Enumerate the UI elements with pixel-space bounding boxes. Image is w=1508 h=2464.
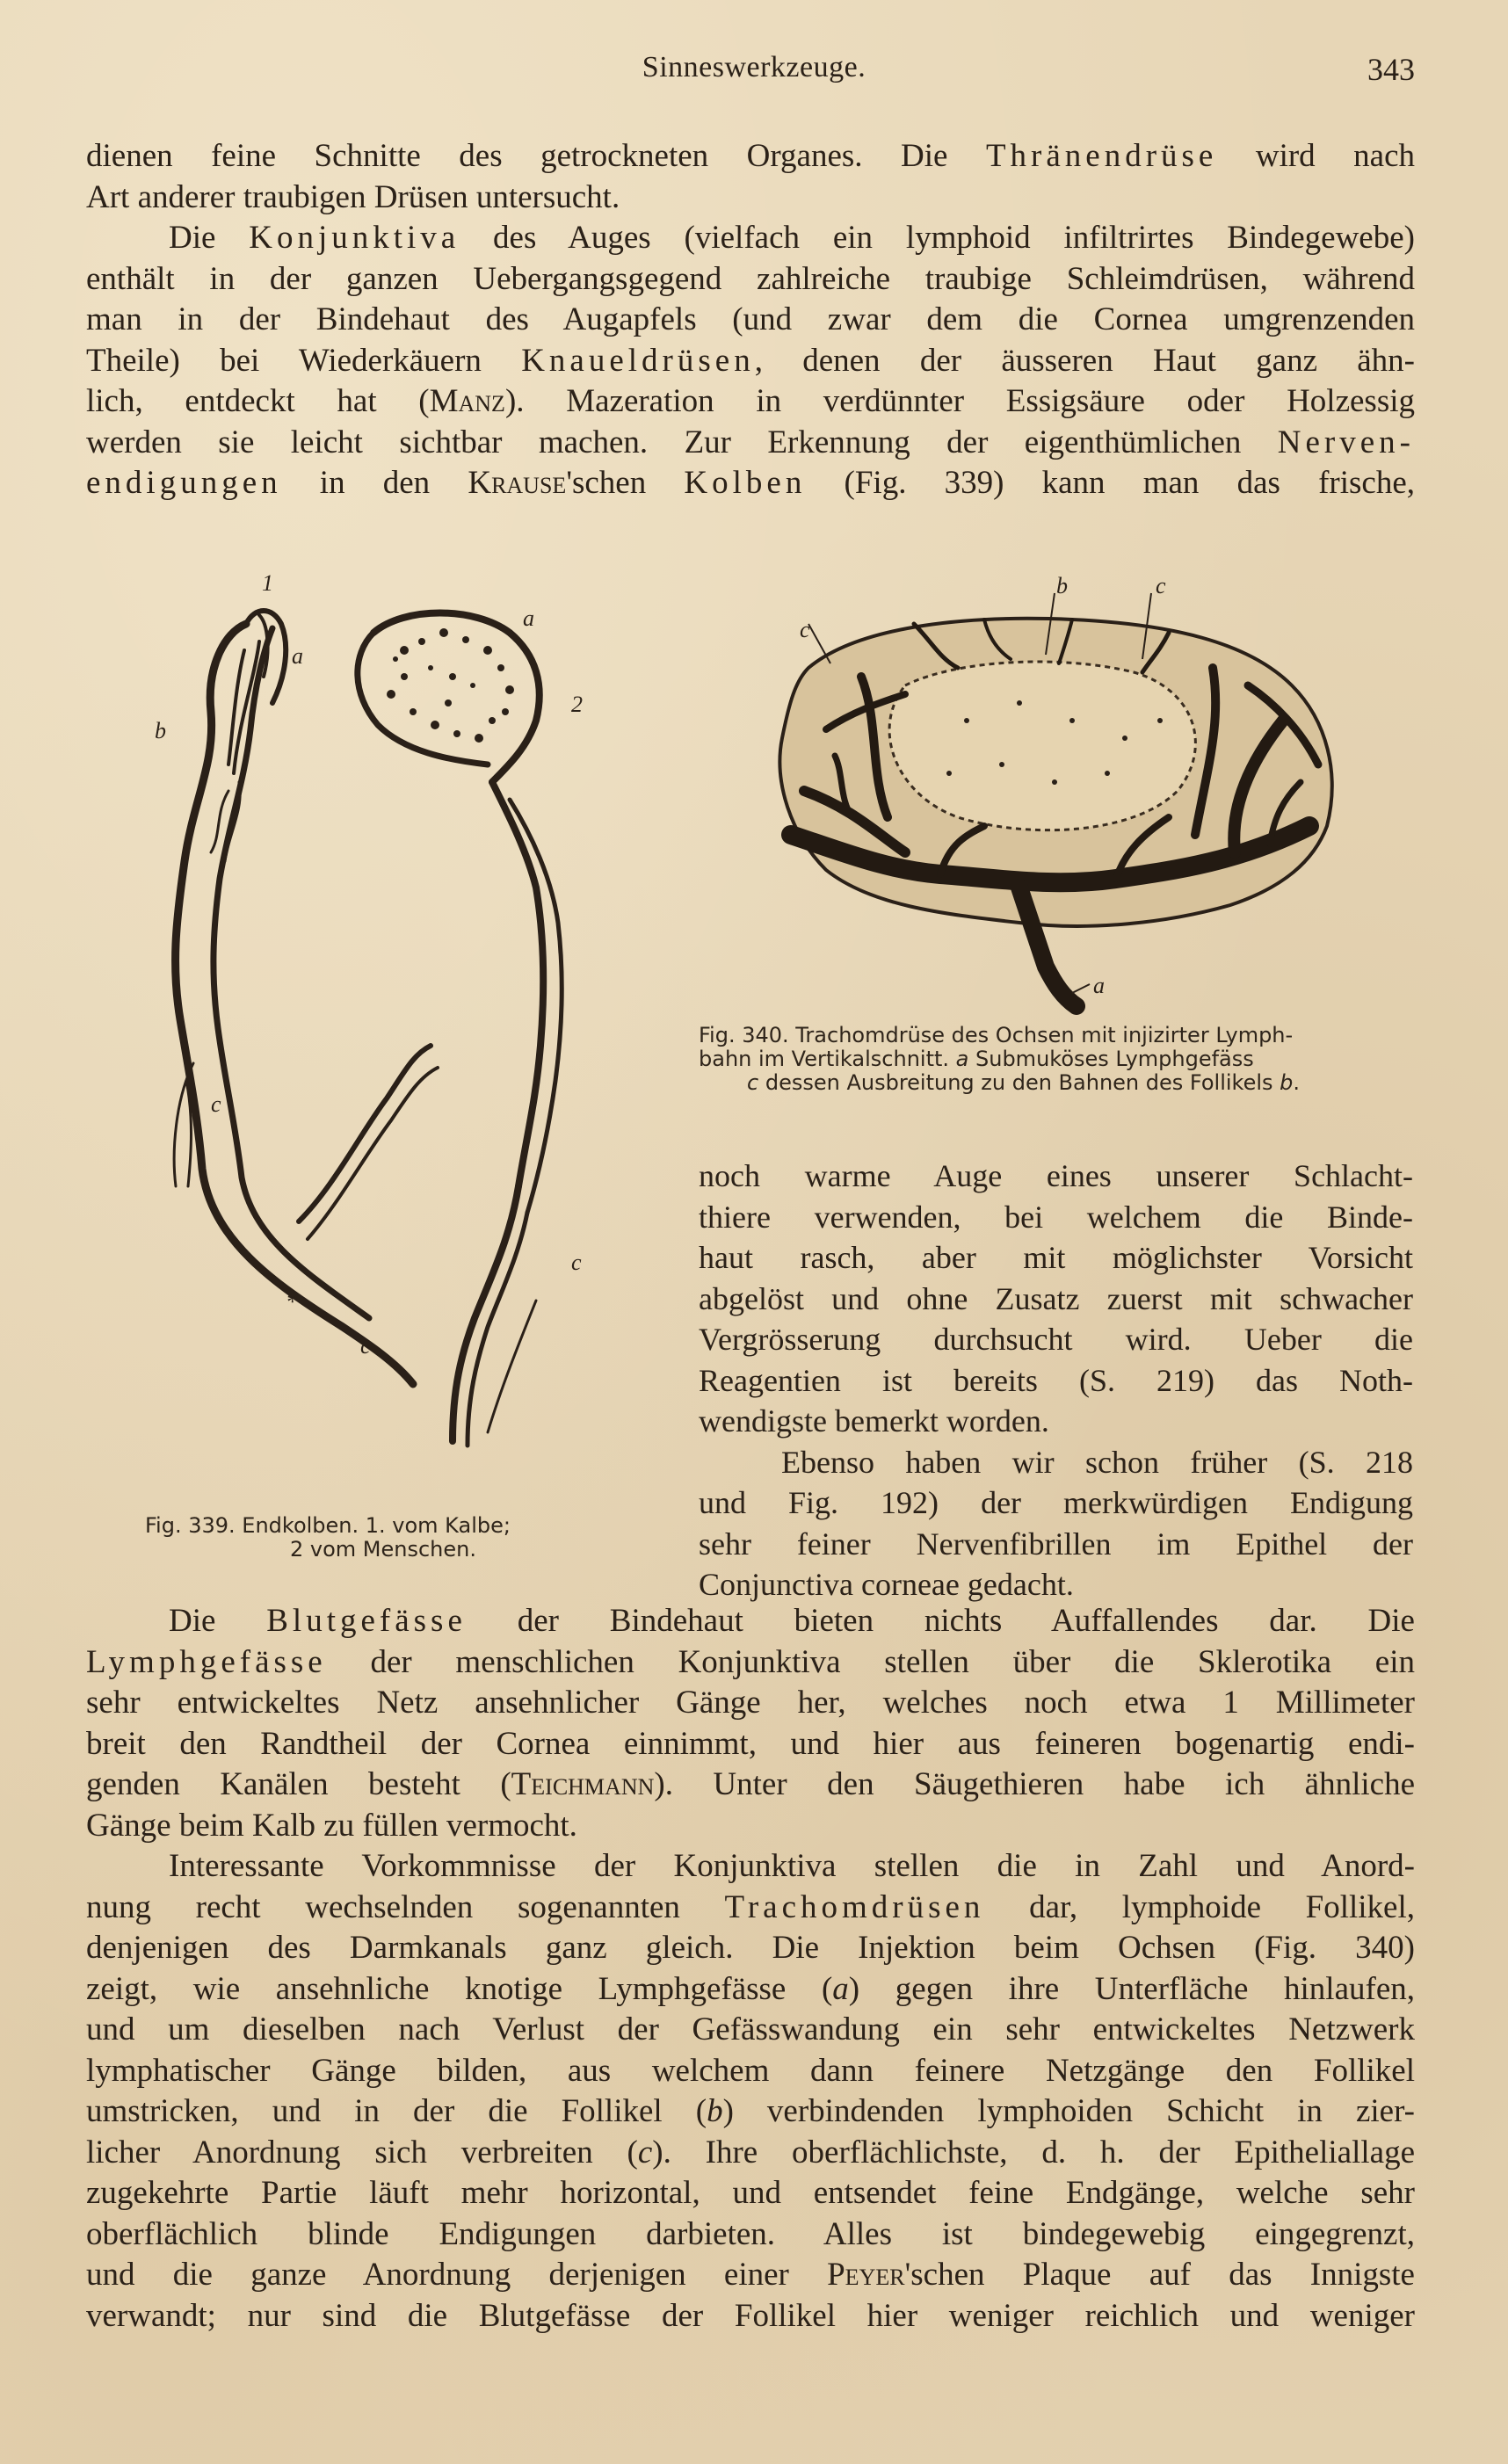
- text-line: lymphatischer Gänge bilden, aus welchem dann feinere Netzgänge den Follikel: [86, 2052, 1415, 2089]
- fig-label-b: b: [155, 718, 166, 743]
- endkolben-drawing: [141, 571, 633, 1503]
- text-line: wendigste bemerkt worden.: [699, 1403, 1049, 1439]
- fig-label-c-2: c: [800, 617, 810, 642]
- fig-label-c: c: [1156, 573, 1166, 598]
- text-line: haut rasch, aber mit möglichster Vorsicht: [699, 1240, 1413, 1275]
- author-name: Krause: [468, 465, 567, 501]
- text-line: enthält in der ganzen Uebergangsgegend zahlreiche traubige Schleimdrüsen, während: [86, 260, 1415, 297]
- text-line: denjenigen des Darmkanals ganz gleich. Die Injektion beim Ochsen (Fig. 340): [86, 1930, 1415, 1966]
- text-line: zugekehrte Partie läuft mehr horizontal, und entsendet feine Endgänge, welche sehr: [86, 2175, 1415, 2211]
- text-line: Theile) bei Wiederkäuern Knaueldrüsen, denen der äusseren Haut ganz ähn-: [86, 342, 1415, 379]
- text-line: werden sie leicht sichtbar machen. Zur Erkennung der eigenthümlichen Nerven-: [86, 424, 1415, 460]
- text-line: umstricken, und in der die Follikel (b) verbindenden lymphoiden Schicht in zier-: [86, 2093, 1415, 2129]
- caption-line: 2 vom Menschen.: [290, 1537, 476, 1562]
- spaced-term: endigungen: [86, 465, 282, 501]
- text-line: lich, entdeckt hat (Manz). Mazeration in verdünnter Essigsäure oder Holzessig: [86, 383, 1415, 419]
- text-line: breit den Randtheil der Cornea einnimmt, und hier aus feineren bogenartig endi-: [86, 1725, 1415, 1762]
- fig-label-2: 2: [571, 692, 583, 717]
- text-line: Die Blutgefässe der Bindehaut bieten nichts Auffallendes dar. Die: [169, 1603, 1415, 1639]
- spaced-term: Thränendrüse: [985, 138, 1218, 174]
- running-title: Sinneswerkzeuge.: [642, 51, 866, 83]
- text-line: Art anderer traubigen Drüsen untersucht.: [86, 178, 620, 215]
- text-line: zeigt, wie ansehnliche knotige Lymphgefässe (a) gegen ihre Unterfläche hinlaufen,: [86, 1970, 1415, 2007]
- spaced-term: Lymphgefässe: [86, 1643, 327, 1680]
- paragraph-4: [86, 1846, 1415, 2337]
- spaced-term: Knaueldrüsen: [521, 342, 755, 379]
- text-line: Lymphgefässe der menschlichen Konjunktiva stellen über die Sklerotika ein: [86, 1643, 1415, 1680]
- caption-line: Fig. 339. Endkolben. 1. vom Kalbe;: [145, 1513, 511, 1538]
- figure-340-caption: [699, 1024, 1419, 1095]
- text-line: endigungen in den Krause'schen Kolben (Fig. 339) kann man das frische,: [86, 465, 1415, 501]
- paragraph-1: [86, 136, 1415, 218]
- text-line: thiere verwenden, bei welchem die Binde-: [699, 1199, 1413, 1235]
- spaced-term: Kolben: [684, 465, 807, 501]
- author-name: Peyer: [827, 2257, 905, 2293]
- text-line: abgelöst und ohne Zusatz zuerst mit schwacher: [699, 1280, 1413, 1316]
- paragraph-2: [86, 218, 1415, 504]
- caption-line: Fig. 340. Trachomdrüse des Ochsen mit injizirter Lymph-: [699, 1023, 1294, 1047]
- text-line: genden Kanälen besteht (Teichmann). Unter den Säugethieren habe ich ähnliche: [86, 1766, 1415, 1802]
- text-line: verwandt; nur sind die Blutgefässe der Follikel hier weniger reichlich und weniger: [86, 2297, 1415, 2334]
- text-line: oberflächlich blinde Endigungen darbieten. Alles ist bindegewebig eingegrenzt,: [86, 2215, 1415, 2252]
- text-line: Reagentien ist bereits (S. 219) das Noth-: [699, 1362, 1413, 1398]
- fig-label-a: a: [292, 643, 303, 669]
- text-line: sehr entwickeltes Netz ansehnlicher Gänge her, welches noch etwa 1 Millimeter: [86, 1685, 1415, 1721]
- spaced-term: Konjunktiva: [249, 220, 460, 256]
- fig-label-c-3: c: [360, 1333, 371, 1359]
- figure-339-illustration: [141, 571, 633, 1503]
- figure-339-caption: [145, 1514, 620, 1562]
- spaced-term: Trachomdrüsen: [724, 1888, 985, 1925]
- author-name: Manz: [429, 383, 505, 419]
- text-line: Gänge beim Kalb zu füllen vermocht.: [86, 1807, 577, 1844]
- spaced-term: Blutgefässe: [266, 1603, 467, 1639]
- text-line: Die Konjunktiva des Auges (vielfach ein lymphoid infiltrirtes Bindegewebe): [169, 220, 1415, 256]
- column-paragraph: [699, 1156, 1413, 1605]
- text-line: licher Anordnung sich verbreiten (c). Ihre oberflächlichste, d. h. der Epitheliallage: [86, 2134, 1415, 2170]
- caption-line: c dessen Ausbreitung zu den Bahnen des Follikels b.: [747, 1070, 1301, 1095]
- fig-label-b: b: [1056, 573, 1068, 598]
- text-line: und Fig. 192) der merkwürdigen Endigung: [699, 1485, 1413, 1520]
- fig-label-c: c: [211, 1091, 221, 1117]
- text-line: dienen feine Schnitte des getrockneten Organes. Die Thränendrüse wird nach: [86, 138, 1416, 174]
- text-line: sehr feiner Nervenfibrillen im Epithel der: [699, 1526, 1413, 1562]
- fig-label-1: 1: [262, 571, 273, 596]
- caption-line: bahn im Vertikalschnitt. a Submuköses Lymphgefäss: [699, 1047, 1254, 1071]
- text-line: und um dieselben nach Verlust der Gefässwandung ein sehr entwickeltes Netzwerk: [86, 2011, 1415, 2047]
- text-line: Interessante Vorkommnisse der Konjunktiva stellen die in Zahl und Anord-: [169, 1848, 1415, 1884]
- page-number: 343: [1367, 52, 1415, 87]
- trachomdruese-drawing: [756, 571, 1371, 1019]
- fig-label-a-2: a: [523, 605, 534, 631]
- text-line: Conjunctiva corneae gedacht.: [699, 1567, 1074, 1602]
- text-line: Vergrösserung durchsucht wird. Ueber die: [699, 1322, 1413, 1357]
- text-line: noch warme Auge eines unserer Schlacht-: [699, 1158, 1413, 1193]
- figure-340-illustration: [756, 571, 1371, 1019]
- running-head: [0, 51, 1508, 95]
- paragraph-3: [86, 1601, 1415, 1846]
- text-line: nung recht wechselnden sogenannten Trachomdrüsen dar, lymphoide Follikel,: [86, 1888, 1415, 1925]
- text-line: man in der Bindehaut des Augapfels (und zwar dem die Cornea umgrenzenden: [86, 301, 1415, 337]
- text-line: und die ganze Anordnung derjenigen einer Peyer'schen Plaque auf das Innigste: [86, 2257, 1415, 2293]
- text-line: Ebenso haben wir schon früher (S. 218: [781, 1444, 1413, 1480]
- fig-label-c-2: c: [571, 1250, 582, 1275]
- fig-label-a: a: [1093, 973, 1105, 998]
- author-name: Teichmann: [511, 1766, 655, 1802]
- spaced-term: Nerven-: [1277, 424, 1415, 460]
- fig-label-star: *: [286, 1289, 297, 1315]
